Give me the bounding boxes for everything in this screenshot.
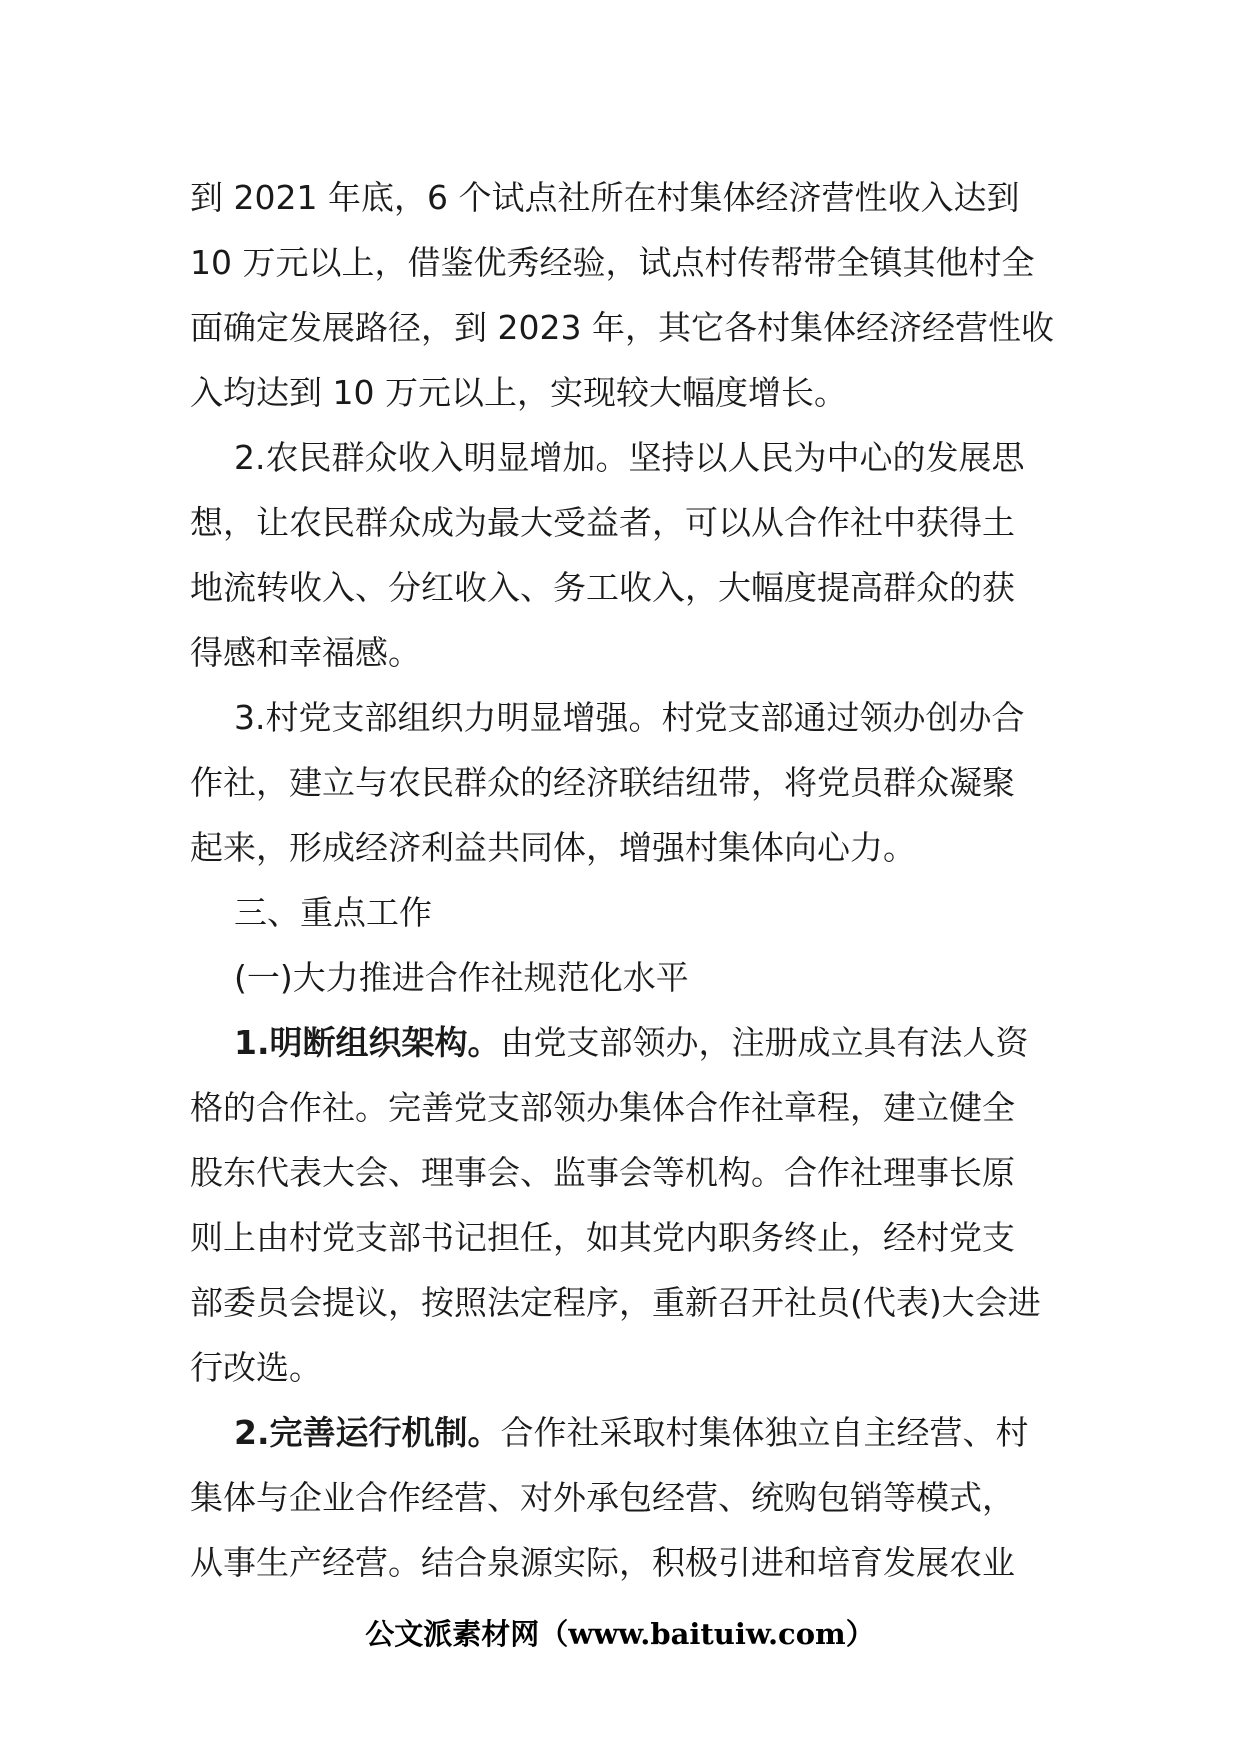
line-text: 格的合作社。完善党支部领办集体合作社章程，建立健全: [190, 1088, 1015, 1127]
line-text: 2.农民群众收入明显增加。坚持以人民为中心的发展思: [234, 438, 1025, 477]
text-line: [190, 555, 1070, 620]
document-body: [190, 165, 1070, 1595]
line-text: 集体与企业合作经营、对外承包经营、统购包销等模式，: [190, 1478, 1015, 1517]
line-text: 由党支部领办，注册成立具有法人资: [500, 1023, 1029, 1062]
line-text: 三、重点工作: [234, 893, 432, 932]
line-text: 行改选。: [190, 1348, 322, 1387]
line-text: 3.村党支部组织力明显增强。村党支部通过领办创办合: [234, 698, 1025, 737]
paragraph-start-line: [190, 1010, 1070, 1075]
text-line: [190, 1075, 1070, 1140]
text-line: [190, 1270, 1070, 1335]
line-text: 则上由村党支部书记担任，如其党内职务终止，经村党支: [190, 1218, 1015, 1257]
section-heading: [190, 880, 1070, 945]
line-text: 10 万元以上，借鉴优秀经验，试点村传帮带全镇其他村全: [190, 243, 1035, 282]
line-text: 部委员会提议，按照法定程序，重新召开社员(代表)大会进: [190, 1283, 1041, 1322]
line-text: 到 2021 年底，6 个试点社所在村集体经济营性收入达到: [190, 178, 1020, 217]
text-line: [190, 620, 1070, 685]
text-line: [190, 295, 1070, 360]
paragraph-lead-bold: 1.明断组织架构。: [234, 1023, 501, 1062]
line-text: 合作社采取村集体独立自主经营、村: [500, 1413, 1029, 1452]
line-text: 入均达到 10 万元以上，实现较大幅度增长。: [190, 373, 847, 412]
line-text: (一)大力推进合作社规范化水平: [234, 958, 689, 997]
subsection-heading: [190, 945, 1070, 1010]
line-text: 面确定发展路径，到 2023 年，其它各村集体经济经营性收: [190, 308, 1054, 347]
text-line: [190, 815, 1070, 880]
text-line: [190, 490, 1070, 555]
paragraph-start-line: [190, 425, 1070, 490]
text-line: [190, 1465, 1070, 1530]
line-text: 作社，建立与农民群众的经济联结纽带，将党员群众凝聚: [190, 763, 1015, 802]
line-text: 想，让农民群众成为最大受益者，可以从合作社中获得土: [190, 503, 1015, 542]
paragraph-start-line: [190, 1400, 1070, 1465]
footer-text: 公文派素材网（www.baituiw.com）: [365, 1617, 875, 1651]
text-line: [190, 750, 1070, 815]
paragraph-lead-bold: 2.完善运行机制。: [234, 1413, 501, 1452]
line-text: 从事生产经营。结合泉源实际，积极引进和培育发展农业: [190, 1543, 1015, 1582]
line-text: 起来，形成经济利益共同体，增强村集体向心力。: [190, 828, 916, 867]
paragraph-start-line: [190, 685, 1070, 750]
text-line: [190, 1530, 1070, 1595]
text-line: [190, 1140, 1070, 1205]
footer-watermark: [0, 1612, 1240, 1653]
text-line: [190, 165, 1070, 230]
line-text: 地流转收入、分红收入、务工收入，大幅度提高群众的获: [190, 568, 1015, 607]
text-line: [190, 1205, 1070, 1270]
text-line: [190, 360, 1070, 425]
text-line: [190, 1335, 1070, 1400]
line-text: 得感和幸福感。: [190, 633, 421, 672]
text-line: [190, 230, 1070, 295]
line-text: 股东代表大会、理事会、监事会等机构。合作社理事长原: [190, 1153, 1015, 1192]
